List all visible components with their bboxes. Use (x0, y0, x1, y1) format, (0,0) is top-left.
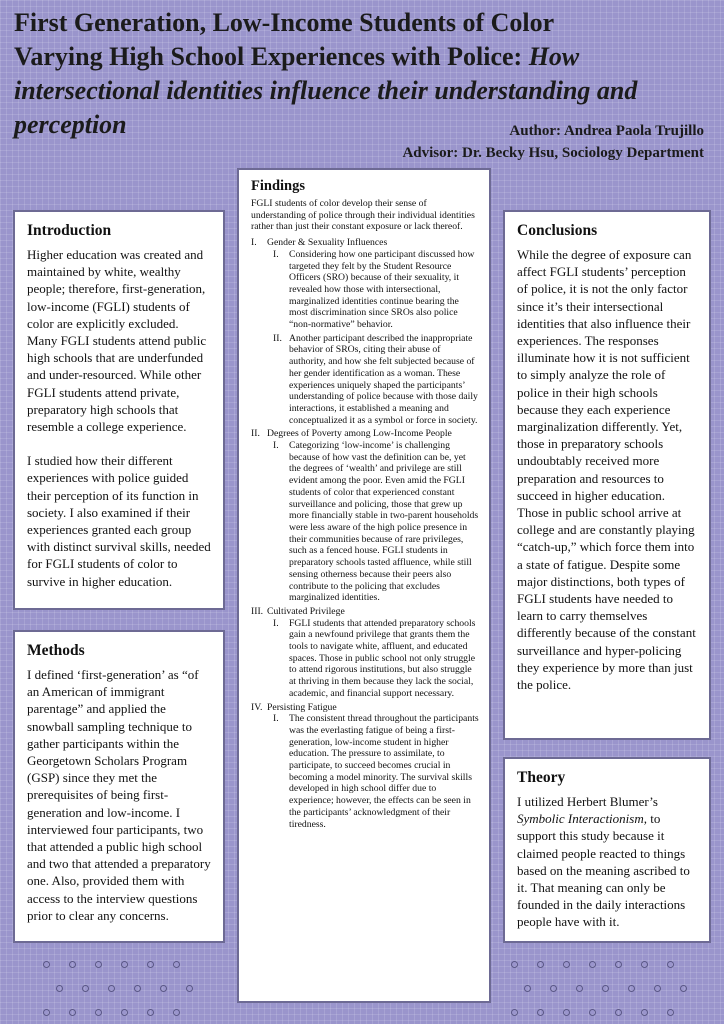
decorative-dot (69, 1009, 76, 1016)
section-number: III. (251, 605, 264, 617)
title-line-2 (14, 40, 714, 74)
decorative-dot (615, 1009, 622, 1016)
findings-section-3 (251, 606, 479, 618)
title-line-2-italic: How (528, 42, 580, 71)
decorative-dot (147, 961, 154, 968)
decorative-dot (537, 961, 544, 968)
methods-panel (13, 630, 225, 943)
author-name: Author: Andrea Paola Trujillo (509, 123, 704, 139)
theory-text-before: I utilized Herbert Blumer’s (517, 794, 658, 809)
decorative-dot (160, 985, 167, 992)
findings-item (273, 249, 479, 331)
section-label: Degrees of Poverty among Low-Income People (267, 428, 452, 440)
theory-text-italic: Symbolic Interactionism, (517, 811, 647, 827)
section-number: II. (251, 428, 260, 440)
section-number: IV. (251, 701, 263, 713)
findings-item (273, 333, 479, 427)
item-number: I. (273, 617, 279, 629)
title-line-3-italic: intersectional identities influence their understanding and (14, 76, 638, 105)
item-text: Categorizing ‘low-income’ is challenging because of how vast the definition can be, yet the degrees of ‘wealth’ and privilege are still evident among the poor. Even amid the FGLI students of color that experienced constant surveillance and policing, those that grew up more financially stable in two-parent households were less aware of the high police presence in their communities because of rare privileges, such as a fenced house. FGLI students in preparatory schools tasted affluence, while still sensing otherness because their peers also contribute to the policing that excludes marginalized identities. (289, 440, 479, 604)
decorative-dot (511, 961, 518, 968)
theory-text-after: to support this study because it claimed people reacted to things based on the meaning ascribed to it. That meaning can only be founded in the daily interactions people have with it. (517, 811, 690, 930)
decorative-dot (667, 1009, 674, 1016)
findings-section-2 (251, 428, 479, 440)
decorative-dot (173, 1009, 180, 1016)
theory-heading: Theory (517, 769, 566, 786)
decorative-dot (680, 985, 687, 992)
item-text: Another participant described the inappropriate behavior of SROs, citing their abuse of authority, and how she felt subjected because of her gender identification as a woman. These experiences uniquely shaped the participants’ understanding of police because with those daily interactions, it established a meaning and conceptualized it as a symbol or force in society. (289, 332, 478, 426)
section-number: I. (251, 237, 257, 249)
decorative-dot (537, 1009, 544, 1016)
decorative-dot (511, 1009, 518, 1016)
decorative-dot (563, 961, 570, 968)
decorative-dot (69, 961, 76, 968)
author-block (402, 120, 704, 164)
theory-panel (503, 757, 711, 943)
conclusions-text: While the degree of exposure can affect FGLI students’ perception of police, it is not the only factor since it’s their intersectional identities that also influence their experiences. The responses illuminate how it is not sufficient to simply analyze the role of police in their high schools because they each experience marginalization differently. Yet, those in preparatory schools undoubtably received more preparation and resources to succeed in higher education. Those in public school arrive at college and are constantly playing “catch-up,” which force them into a state of fatigue. Despite some major distinctions, both types of FGLI students have needed to learn to carry themselves differently because of the constant surveillance and hyper-policing they experience by more than just the police. (517, 247, 696, 693)
decorative-dot (82, 985, 89, 992)
decorative-dot (654, 985, 661, 992)
introduction-heading: Introduction (27, 222, 112, 239)
decorative-dot (121, 1009, 128, 1016)
findings-panel (237, 168, 491, 1003)
conclusions-panel (503, 210, 711, 740)
decorative-dot (95, 1009, 102, 1016)
title-line-4-italic: perception (14, 110, 127, 139)
title-line-2-plain: Varying High School Experiences with Police: (14, 42, 529, 71)
conclusions-heading: Conclusions (517, 222, 598, 239)
methods-heading: Methods (27, 642, 85, 659)
section-label: Cultivated Privilege (267, 605, 345, 617)
decorative-dot (108, 985, 115, 992)
decorative-dot (667, 961, 674, 968)
decorative-dot (641, 1009, 648, 1016)
decorative-dot (134, 985, 141, 992)
findings-intro: FGLI students of color develop their sense of understanding of police through their individual identities rather than just their constant exposure or lack thereof. (251, 198, 475, 233)
title-line-1: First Generation, Low-Income Students of Color (14, 8, 555, 37)
section-label: Persisting Fatigue (267, 701, 337, 713)
decorative-dot (589, 1009, 596, 1016)
findings-item (273, 440, 479, 604)
decorative-dot (43, 961, 50, 968)
theory-text (517, 793, 697, 931)
item-text: Considering how one participant discussed how targeted they felt by the Student Resource Officers (SRO) because of their sexuality, it revealed how those with intersectional, marginalized identities continue bearing the most discrimination since SROs also police “non-normative” behavior. (289, 248, 475, 331)
advisor-name: Advisor: Dr. Becky Hsu, Sociology Department (402, 145, 704, 161)
decorative-dot (589, 961, 596, 968)
decorative-dot (43, 1009, 50, 1016)
decorative-dot (641, 961, 648, 968)
introduction-paragraph-1: Higher education was created and maintained by white, wealthy people; therefore, first-generation, low-income (FGLI) students of color are explicitly excluded. Many FGLI students attend public high schools that are underfunded and under-resourced. While other FGLI students attend private, preparatory high schools that resemble a college experience. (27, 247, 207, 435)
item-number: I. (273, 440, 279, 452)
decorative-dot (563, 1009, 570, 1016)
decorative-dot (147, 1009, 154, 1016)
decorative-dot (173, 961, 180, 968)
findings-item (273, 713, 479, 830)
findings-section-1 (251, 237, 479, 249)
methods-text: I defined ‘first-generation’ as “of an American of immigrant parentage” and applied the snowball sampling technique to gather participants within the Georgetown Scholars Program (GSP) since they met the prerequisites of being first-generation and low-income. I interviewed four participants, two that attended a public high school and two that attended a preparatory one. Also, provided them with access to the interview questions prior to clear any concerns. (27, 667, 211, 923)
decorative-dot (628, 985, 635, 992)
decorative-dot (56, 985, 63, 992)
decorative-dot (615, 961, 622, 968)
section-label: Gender & Sexuality Influences (267, 237, 388, 249)
item-number: I. (273, 248, 279, 260)
decorative-dot (550, 985, 557, 992)
decorative-dot (95, 961, 102, 968)
findings-item (273, 618, 479, 700)
item-text: The consistent thread throughout the participants was the everlasting fatigue of being a first-generation, low-income student in higher education. The pressure to assimilate, to participate, to succeed becomes crucial in becoming a model minority. The survival skills developed in high school differ due to experience; however, the effects can be seen in the participants’ acknowledgment of their tiredness. (289, 713, 479, 830)
decorative-dot (602, 985, 609, 992)
item-text: FGLI students that attended preparatory schools gain a newfound privilege that grants them the tools to navigate white, affluent, and educated spaces. Those in public school not only struggle to attend rigorous institutions, but also struggle at thriving in them because they lack the social, academic, and financial support necessary. (289, 617, 476, 699)
decorative-dot (576, 985, 583, 992)
findings-section-4 (251, 702, 479, 714)
decorative-dot (186, 985, 193, 992)
item-number: II. (273, 332, 282, 344)
introduction-panel (13, 210, 225, 610)
title-line-3 (14, 74, 714, 108)
introduction-paragraph-2: I studied how their different experiences with police guided their perception of its function in society. I also examined if their experiences granted each group with distinct survival skills, needed for FGLI students of color to survive in higher education. (27, 453, 211, 589)
decorative-dot (524, 985, 531, 992)
findings-heading: Findings (251, 178, 305, 194)
item-number: I. (273, 713, 279, 725)
decorative-dot (121, 961, 128, 968)
